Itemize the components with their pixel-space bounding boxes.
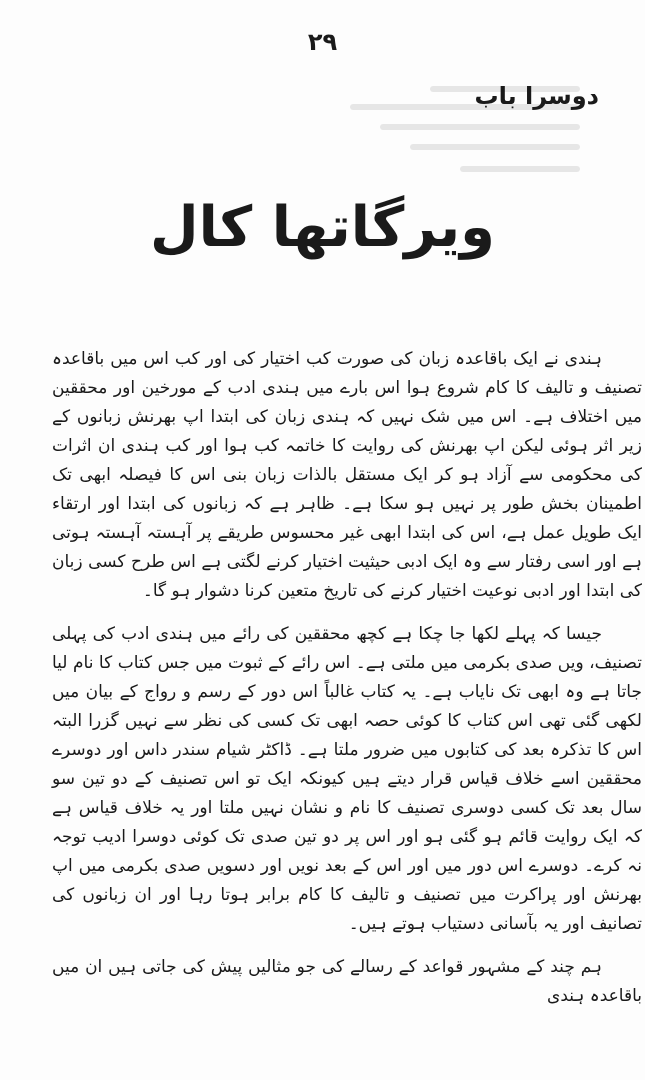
paragraph: جیسا کہ پہلے لکھا جا چکا ہے کچھ محققین کی رائے میں ہندی ادب کی پہلی تصنیف، ویں صدی بکرمی میں ملتی ہے۔ اس رائے کے ثبوت میں جس کتاب کا نام لیا جاتا ہے وہ ابھی تک نایاب ہے۔ یہ کتاب غالباً اس دور کے رسم و رواج کے بیان میں لکھی گئی تھی اس کتاب کا کوئی حصہ ابھی تک کسی کی نظر سے نہیں گزرا البتہ اس کا تذکرہ بعد کی کتابوں میں ضرور ملتا ہے۔ ڈاکٹر شیام سندر داس اور دوسرے محققین اسے خلاف قیاس قرار دیتے ہیں کیونکہ ایک تو اس تصنیف کے دو تین سو سال بعد تک کسی دوسری تصنیف کا نام و نشان نہیں ملتا اور یہ خلاف قیاس ہے کہ ایک روایت قائم ہو گئی ہو اور اس پر دو تین صدی تک کوئی دوسرا ادیب توجہ نہ کرے۔ دوسرے اس دور میں اور اس کے بعد نویں اور دسویں صدی بکرمی میں اپ بھرنش اور پراکرت میں تصنیف و تالیف کا کام برابر ہوتا رہا اور ان زبانوں کی تصانیف اور یہ بآسانی دستیاب ہوتے ہیں۔: [52, 624, 642, 934]
chapter-title: ویرگاتھا کال: [150, 195, 495, 260]
paragraph: ہم چند کے مشہور قواعد کے رسالے کی جو مثالیں پیش کی جاتی ہیں ان میں باقاعدہ ہندی: [52, 957, 642, 1006]
paragraph: ہندی نے ایک باقاعدہ زبان کی صورت کب اختیار کی اور کب اس میں باقاعدہ تصنیف و تالیف کا کام شروع ہوا اس بارے میں ہندی ادب کے مورخین اور محققین میں اختلاف ہے۔ اس میں شک نہیں کہ ہندی زبان کی ابتدا اپ بھرنش زبانوں کے زیر اثر ہوئی لیکن اپ بھرنش کی روایت کا خاتمہ کب ہوا اور کب ہندی ان اثرات کی محکومی سے آزاد ہو کر ایک مستقل بالذات زبان بنی اس کا فیصلہ ابھی تک اطمینان بخش طور پر نہیں ہو سکا ہے۔ ظاہر ہے کہ زبانوں کی ابتدا اور ارتقاء ایک طویل عمل ہے، اس کی ابتدا ابھی غیر محسوس طریقے پر آہستہ آہستہ ہوتی ہے اور اسی رفتار سے وہ ایک ادبی حیثیت اختیار کرنے لگتی ہے اس طرح کسی زبان کی ابتدا اور ادبی نوعیت اختیار کرنے کی تاریخ متعین کرنا دشوار ہو گا۔: [52, 349, 642, 601]
chapter-label: دوسرا باب: [474, 82, 599, 110]
page-number: ۲۹: [307, 28, 338, 56]
body-text: [52, 345, 642, 1011]
